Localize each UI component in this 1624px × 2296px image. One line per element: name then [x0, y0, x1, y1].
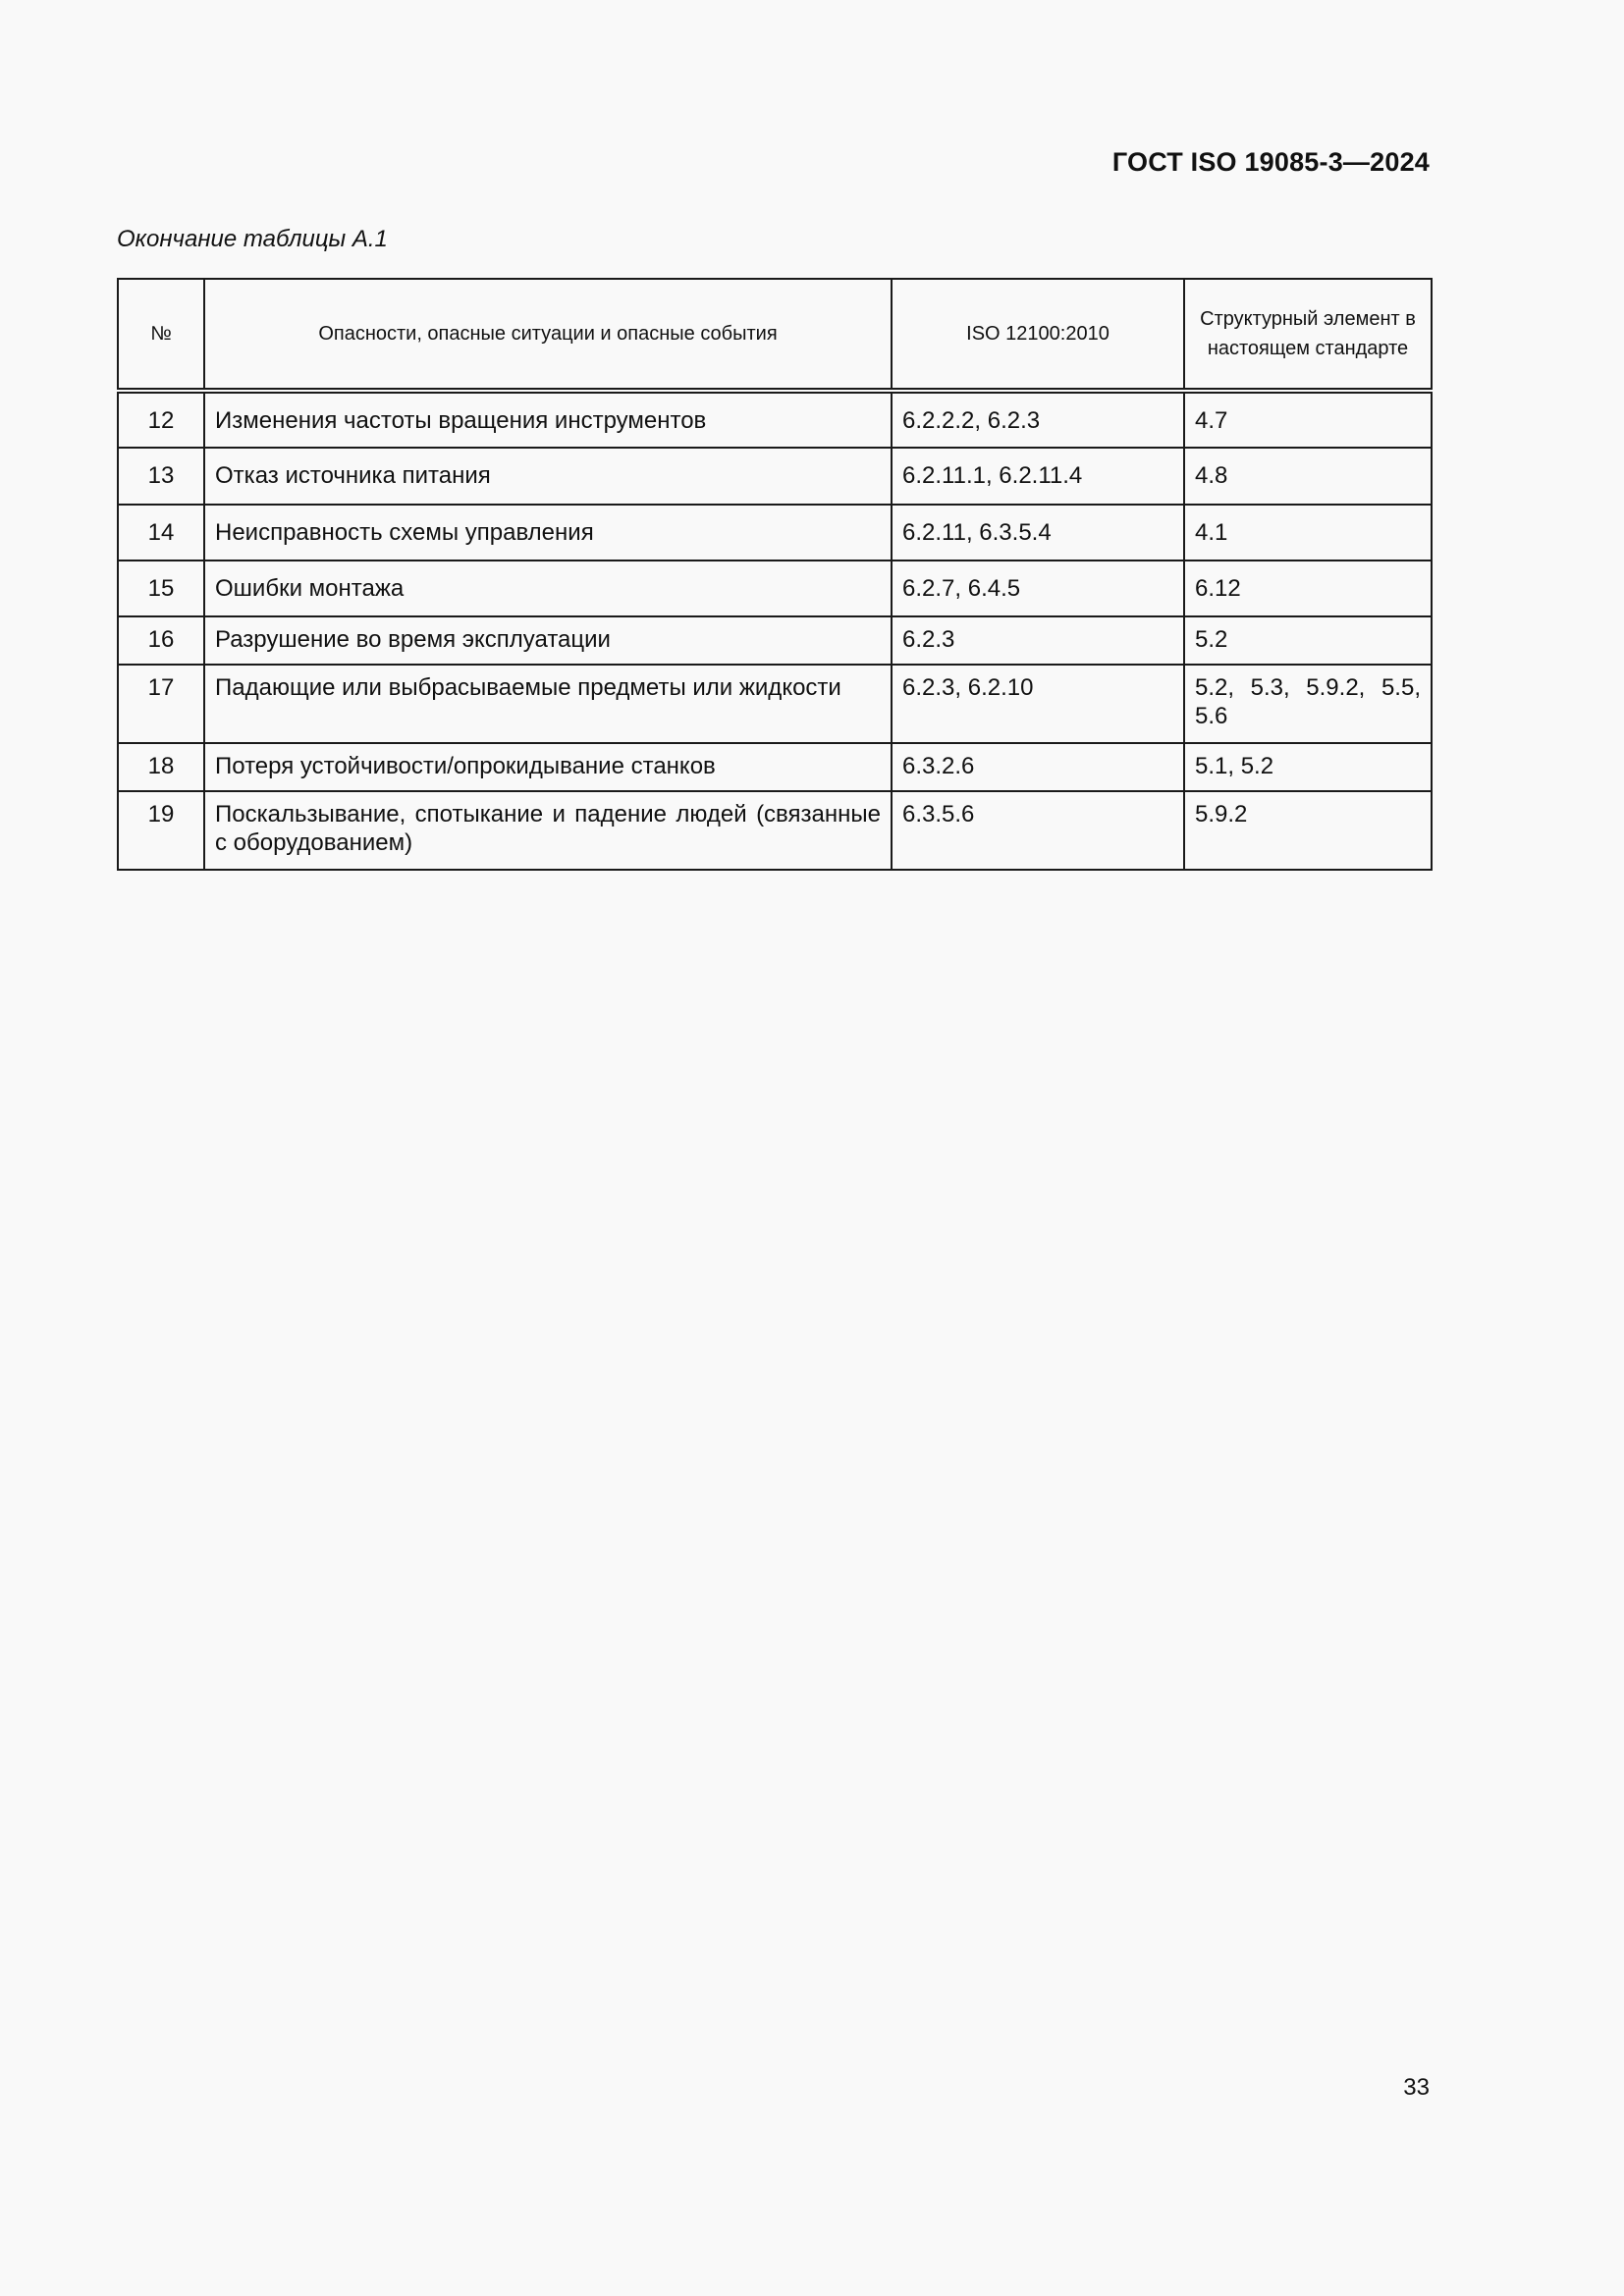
table-row: [118, 561, 1432, 616]
table-header-row: [118, 279, 1432, 391]
row-iso-clause: 6.3.2.6: [892, 743, 1184, 791]
row-hazard: Отказ источника питания: [204, 448, 892, 505]
row-number: 14: [118, 505, 204, 561]
row-number: 12: [118, 391, 204, 448]
row-hazard: Неисправность схемы управления: [204, 505, 892, 561]
table-caption: Окончание таблицы А.1: [117, 226, 388, 252]
row-iso-clause: 6.2.11.1, 6.2.11.4: [892, 448, 1184, 505]
column-header-element: Структурный элемент в настоящем стандарте: [1184, 279, 1432, 391]
row-structural-element: 4.8: [1184, 448, 1432, 505]
row-number: 15: [118, 561, 204, 616]
document-id-header: ГОСТ ISO 19085-3—2024: [1111, 147, 1430, 177]
row-number: 19: [118, 791, 204, 870]
table-row: [118, 791, 1432, 870]
row-structural-element: 4.1: [1184, 505, 1432, 561]
page-number: 33: [1403, 2074, 1430, 2101]
hazard-table: [117, 278, 1433, 871]
row-hazard: Потеря устойчивости/опрокидывание станков: [204, 743, 892, 791]
table-row: [118, 616, 1432, 665]
row-iso-clause: 6.3.5.6: [892, 791, 1184, 870]
row-iso-clause: 6.2.3, 6.2.10: [892, 665, 1184, 743]
table-row: [118, 743, 1432, 791]
table-row: [118, 448, 1432, 505]
row-hazard: Разрушение во время эксплуатации: [204, 616, 892, 665]
row-iso-clause: 6.2.11, 6.3.5.4: [892, 505, 1184, 561]
row-hazard: Поскальзывание, спотыкание и падение людей (связанные с оборудованием): [204, 791, 892, 870]
row-iso-clause: 6.2.2.2, 6.2.3: [892, 391, 1184, 448]
row-hazard: Изменения частоты вращения инструментов: [204, 391, 892, 448]
row-structural-element: 5.1, 5.2: [1184, 743, 1432, 791]
row-iso-clause: 6.2.7, 6.4.5: [892, 561, 1184, 616]
column-header-iso: ISO 12100:2010: [892, 279, 1184, 391]
row-iso-clause: 6.2.3: [892, 616, 1184, 665]
row-structural-element: 5.9.2: [1184, 791, 1432, 870]
row-hazard: Ошибки монтажа: [204, 561, 892, 616]
row-structural-element: 5.2, 5.3, 5.9.2, 5.5, 5.6: [1184, 665, 1432, 743]
row-number: 16: [118, 616, 204, 665]
row-hazard: Падающие или выбрасываемые предметы или жидкости: [204, 665, 892, 743]
row-structural-element: 6.12: [1184, 561, 1432, 616]
row-structural-element: 5.2: [1184, 616, 1432, 665]
row-structural-element: 4.7: [1184, 391, 1432, 448]
table-row: [118, 665, 1432, 743]
column-header-hazards: Опасности, опасные ситуации и опасные события: [204, 279, 892, 391]
row-number: 17: [118, 665, 204, 743]
row-number: 13: [118, 448, 204, 505]
column-header-number: №: [118, 279, 204, 391]
table-row: [118, 391, 1432, 448]
row-number: 18: [118, 743, 204, 791]
table-row: [118, 505, 1432, 561]
